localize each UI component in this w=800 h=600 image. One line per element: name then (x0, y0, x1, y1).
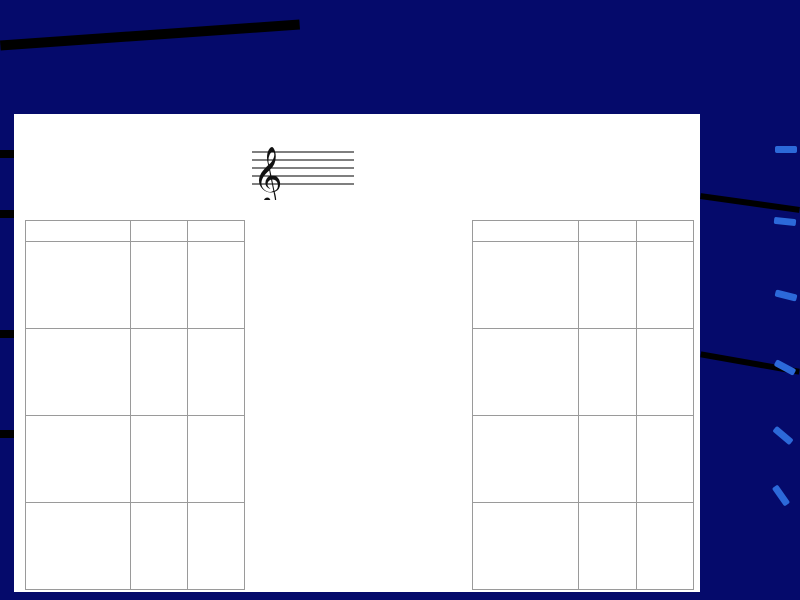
staff-with-flats-icon (473, 329, 579, 415)
treble-clef-icon (250, 136, 356, 200)
minor-key-cell (636, 503, 693, 590)
decorative-dash (774, 217, 797, 226)
major-key-cell (131, 242, 188, 329)
background-stripe (0, 210, 14, 218)
key-signature-cell (473, 416, 579, 503)
table-row (473, 416, 694, 503)
staff-with-sharps-icon (26, 503, 131, 589)
background-stripe (0, 430, 14, 438)
major-key-cell (579, 329, 636, 416)
background-stripe (0, 20, 300, 51)
key-signature-cell (473, 242, 579, 329)
header-key-sig (473, 221, 579, 242)
background-stripe (0, 150, 14, 158)
minor-key-cell (636, 416, 693, 503)
major-key-cell (579, 503, 636, 590)
table-header-row (473, 221, 694, 242)
table-row (473, 329, 694, 416)
minor-key-cell (188, 242, 245, 329)
major-key-cell (579, 416, 636, 503)
major-key-cell (131, 416, 188, 503)
key-signature-cell (473, 329, 579, 416)
flats-table (472, 220, 694, 590)
decorative-dash (774, 289, 797, 301)
major-key-cell (579, 242, 636, 329)
staff-with-flats-icon (473, 416, 579, 502)
table-row (473, 503, 694, 590)
minor-key-cell (188, 329, 245, 416)
table-row (473, 242, 694, 329)
staff-with-sharps-icon (26, 242, 131, 328)
major-key-cell (131, 503, 188, 590)
natural-staff (250, 136, 356, 200)
header-major-key (579, 221, 636, 242)
minor-key-cell (636, 329, 693, 416)
minor-key-cell (636, 242, 693, 329)
key-signature-chart (14, 114, 700, 592)
major-key-cell (131, 329, 188, 416)
table-header-row (26, 221, 245, 242)
staff-with-sharps-icon (26, 416, 131, 502)
minor-key-cell (188, 503, 245, 590)
decorative-dash (774, 359, 797, 376)
staff-with-flats-icon (473, 242, 579, 328)
key-signature-cell (473, 503, 579, 590)
key-signature-cell (26, 242, 131, 329)
svg-text:𝄞: 𝄞 (253, 146, 283, 200)
staff-with-flats-icon (473, 503, 579, 589)
key-signature-cell (26, 416, 131, 503)
decorative-dash (772, 426, 793, 446)
decorative-dash (775, 146, 797, 153)
table-row (26, 242, 245, 329)
header-minor-key (188, 221, 245, 242)
table-row (26, 329, 245, 416)
header-major-key (131, 221, 188, 242)
key-signature-cell (26, 329, 131, 416)
header-key-sig (26, 221, 131, 242)
background-stripe (700, 193, 800, 213)
staff-with-sharps-icon (26, 329, 131, 415)
background-stripe (0, 330, 14, 338)
table-row (26, 503, 245, 590)
decorative-dash (772, 484, 790, 506)
sharps-table (25, 220, 245, 590)
key-signature-cell (26, 503, 131, 590)
header-minor-key (636, 221, 693, 242)
table-row (26, 416, 245, 503)
minor-key-cell (188, 416, 245, 503)
